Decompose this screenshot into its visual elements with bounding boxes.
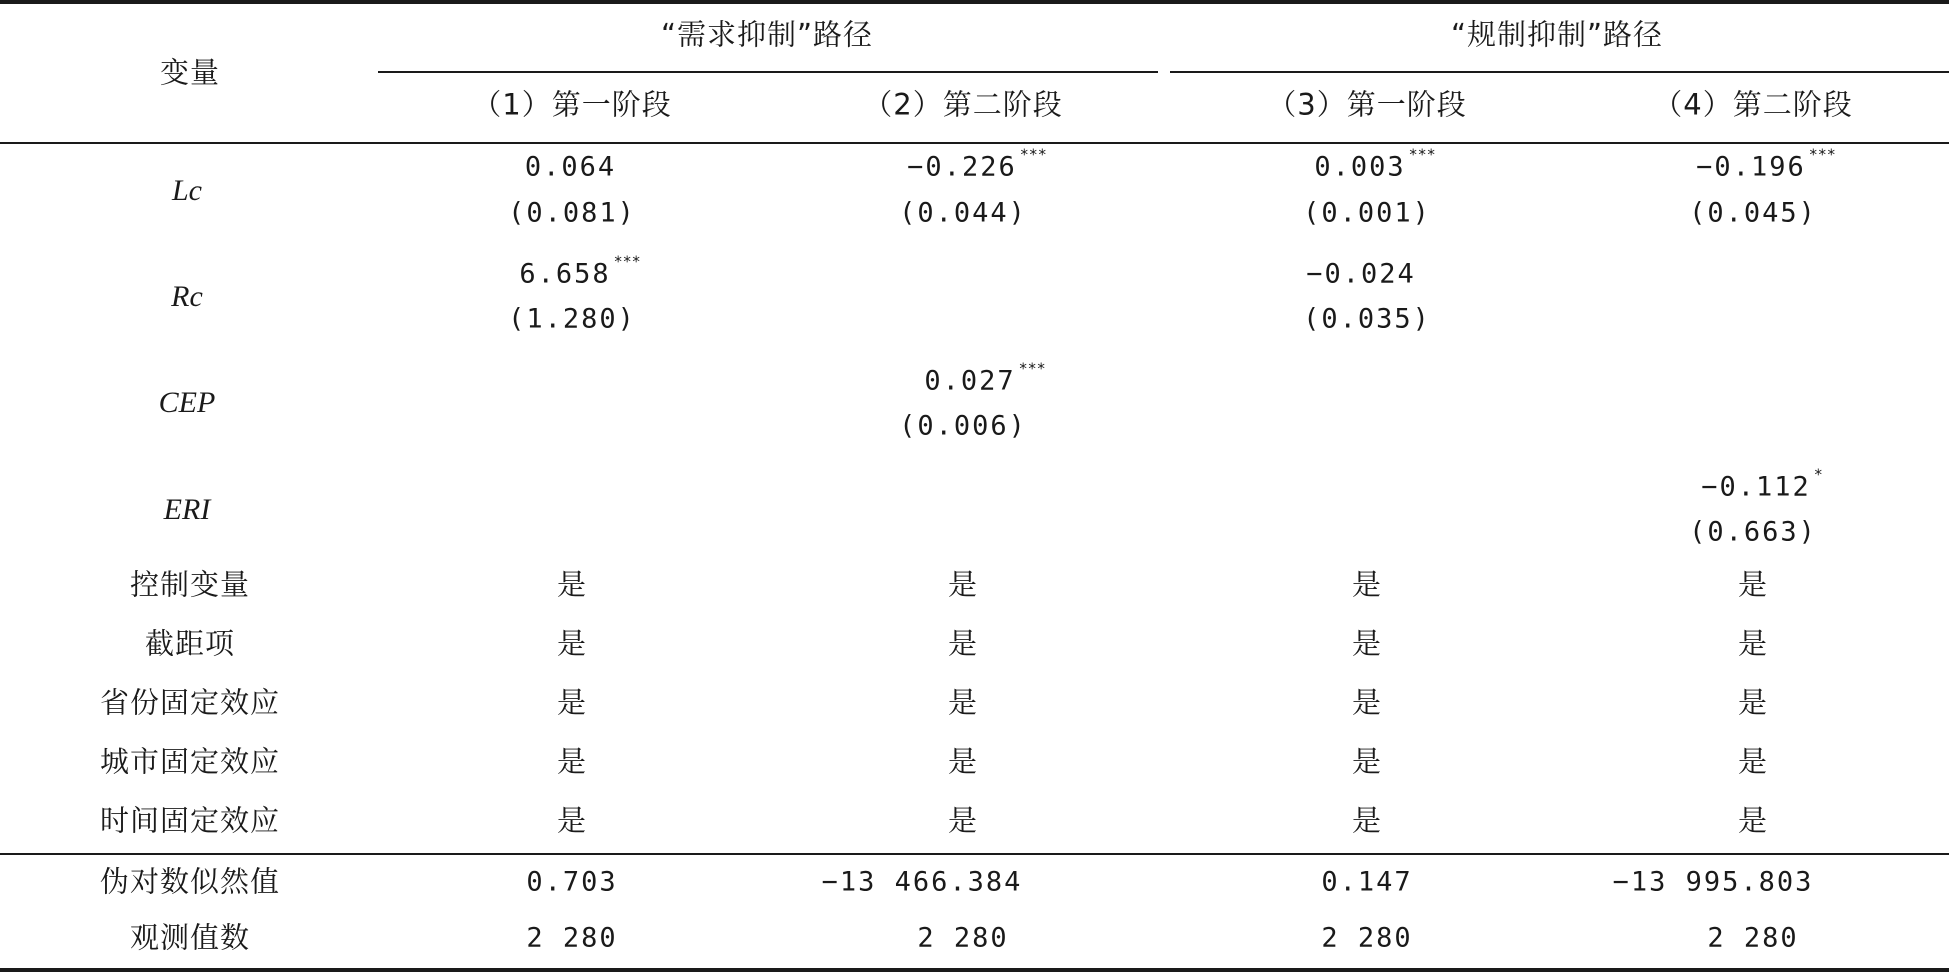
- column-header-4: （4）第二阶段: [1653, 87, 1853, 122]
- group-header-demand: “需求抑制”路径: [660, 17, 874, 52]
- column-header-3: （3）第一阶段: [1267, 87, 1467, 122]
- row-label-pseudo-loglik: 伪对数似然值: [99, 864, 281, 899]
- se-eri-col4: (0.663): [1689, 516, 1817, 548]
- group-header-regulation: “规制抑制”路径: [1450, 17, 1664, 52]
- stat-value: 0.703: [526, 866, 618, 898]
- top-rule: [0, 0, 1949, 4]
- row-label-intercept: 截距项: [144, 626, 236, 661]
- coef-lc-col4: −0.196 ***: [1696, 145, 1836, 183]
- control-value: 是: [947, 685, 979, 720]
- control-value: 是: [556, 685, 588, 720]
- control-value: 是: [556, 567, 588, 602]
- control-value: 是: [947, 626, 979, 661]
- stat-value: 2 280: [917, 922, 1009, 954]
- control-value: 是: [1351, 567, 1383, 602]
- coef-lc-col3: 0.003 ***: [1314, 145, 1436, 183]
- se-cep-col2: (0.006): [899, 410, 1027, 442]
- bottom-rule: [0, 968, 1949, 972]
- coef-lc-col1: 0.064: [524, 151, 617, 183]
- control-value: 是: [947, 744, 979, 779]
- se-lc-col1: (0.081): [508, 197, 636, 229]
- control-value: 是: [1737, 803, 1769, 838]
- stat-value: 0.147: [1321, 866, 1413, 898]
- control-value: 是: [1737, 567, 1769, 602]
- control-value: 是: [1351, 626, 1383, 661]
- control-value: 是: [1351, 803, 1383, 838]
- row-label-city-fe: 城市固定效应: [99, 744, 281, 779]
- coef-rc-col1: 6.658 ***: [519, 252, 641, 290]
- header-rule: [0, 142, 1949, 144]
- control-value: 是: [1351, 744, 1383, 779]
- column-header-2: （2）第二阶段: [863, 87, 1063, 122]
- se-rc-col1: (1.280): [508, 303, 636, 335]
- control-value: 是: [947, 803, 979, 838]
- coef-lc-col2: −0.226 ***: [907, 145, 1047, 183]
- se-lc-col2: (0.044): [899, 197, 1027, 229]
- control-value: 是: [556, 803, 588, 838]
- stats-rule: [0, 853, 1949, 855]
- row-label-eri: ERI: [163, 493, 211, 526]
- stat-value: 2 280: [526, 922, 618, 954]
- se-lc-col4: (0.045): [1689, 197, 1817, 229]
- row-label-controls: 控制变量: [129, 567, 251, 602]
- control-value: 是: [1737, 626, 1769, 661]
- control-value: 是: [1737, 744, 1769, 779]
- control-value: 是: [947, 567, 979, 602]
- control-value: 是: [1351, 685, 1383, 720]
- coef-cep-col2: 0.027 ***: [924, 359, 1046, 397]
- stat-value: −13 466.384: [821, 866, 1023, 898]
- stat-value: −13 995.803: [1612, 866, 1814, 898]
- row-label-lc: Lc: [172, 174, 202, 207]
- se-rc-col3: (0.035): [1303, 303, 1431, 335]
- row-label-rc: Rc: [171, 280, 203, 313]
- stat-value: 2 280: [1707, 922, 1799, 954]
- row-label-province-fe: 省份固定效应: [99, 685, 281, 720]
- coef-eri-col4: −0.112 *: [1701, 465, 1823, 503]
- variable-header: 变量: [159, 55, 221, 90]
- row-label-observations: 观测值数: [129, 920, 251, 955]
- row-label-cep: CEP: [158, 386, 216, 419]
- control-value: 是: [556, 744, 588, 779]
- control-value: 是: [1737, 685, 1769, 720]
- group-regulation-underline: [1170, 71, 1949, 73]
- se-lc-col3: (0.001): [1303, 197, 1431, 229]
- stat-value: 2 280: [1321, 922, 1413, 954]
- group-demand-underline: [378, 71, 1158, 73]
- coef-rc-col3: −0.024: [1306, 258, 1416, 290]
- control-value: 是: [556, 626, 588, 661]
- column-header-1: （1）第一阶段: [472, 87, 672, 122]
- row-label-time-fe: 时间固定效应: [99, 803, 281, 838]
